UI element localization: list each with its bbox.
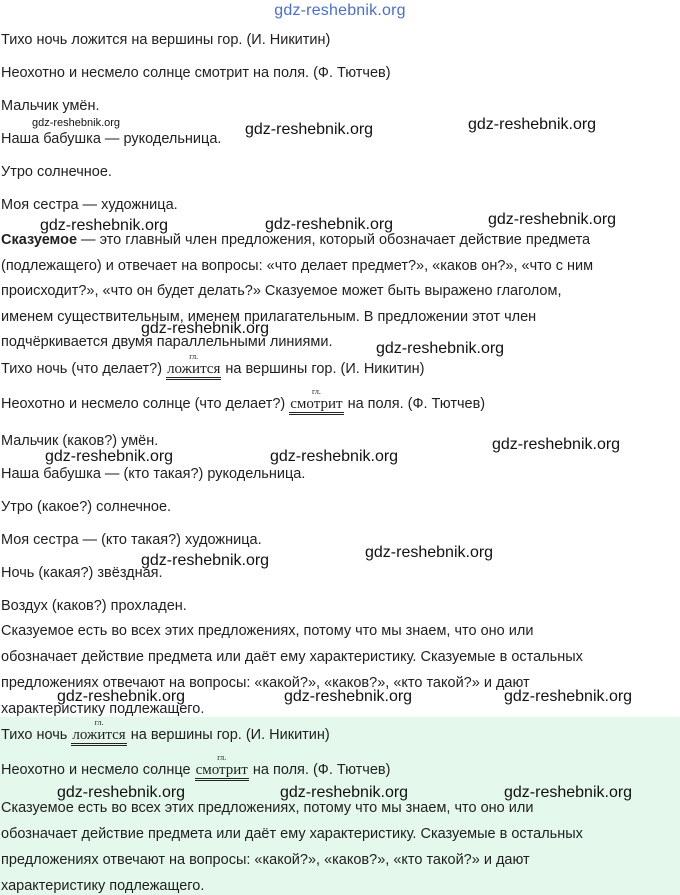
analysis-sentence-8: Воздух (каков?) прохладен. (1, 598, 187, 614)
pos-mark: гл. (311, 387, 321, 396)
pos-mark: гл. (189, 352, 199, 361)
answer-sentence-1 (1, 718, 330, 746)
watermark: gdz-reshebnik.org (488, 211, 617, 228)
task-sentence-2: Неохотно и несмело солнце смотрит на поля. (Ф. Тютчев) (1, 65, 391, 81)
watermark: gdz-reshebnik.org (365, 544, 494, 561)
answer-text: Тихо ночь (1, 727, 72, 743)
theory-line-2: (подлежащего) и отвечает на вопросы: «что делает предмет?», «каков он?», «что с ним (1, 258, 594, 274)
task-sentence-5: Утро солнечное. (1, 164, 112, 180)
analysis-sentence-1 (1, 352, 425, 380)
theory-line-4: именем существительным, именем прилагательным. В предложении этот член (1, 309, 537, 325)
watermark: gdz-reshebnik.org (504, 784, 633, 801)
watermark: gdz-reshebnik.org (141, 552, 270, 569)
predicate-word: ложится (72, 727, 126, 743)
watermark: gdz-reshebnik.org (280, 784, 409, 801)
watermark: gdz-reshebnik.org (504, 688, 633, 705)
task-sentence-6: Моя сестра — художница. (1, 197, 178, 213)
watermark: gdz-reshebnik.org (245, 121, 374, 138)
watermark: gdz-reshebnik.org (57, 688, 186, 705)
conclusion-line-2: обозначает действие предмета или даёт ему характеристику. Сказуемые в остальных (1, 649, 583, 665)
watermark: gdz-reshebnik.org (468, 116, 597, 133)
answer-conclusion-line-2: обозначает действие предмета или даёт ему характеристику. Сказуемые в остальных (1, 826, 583, 842)
task-sentence-1: Тихо ночь ложится на вершины гор. (И. Никитин) (1, 32, 331, 48)
watermark: gdz-reshebnik.org (40, 217, 169, 234)
theory-definition-start: — это главный член предложения, который обозначает действие предмета (77, 232, 591, 248)
analysis-sentence-4: Наша бабушка — (кто такая?) рукодельница. (1, 466, 306, 482)
theory-term: Сказуемое (1, 232, 78, 248)
watermark: gdz-reshebnik.org (284, 688, 413, 705)
conclusion-line-3: предложениях отвечают на вопросы: «какой?», «каков?», «кто такой?» и дают (1, 675, 530, 691)
watermark: gdz-reshebnik.org (270, 448, 399, 465)
pos-mark: гл. (94, 718, 104, 727)
task-sentence-4: Наша бабушка — рукодельница. (1, 131, 222, 147)
answer-conclusion-line-3: предложениях отвечают на вопросы: «какой?», «каков?», «кто такой?» и дают (1, 852, 530, 868)
analysis-text: Тихо ночь (что делает?) (1, 361, 167, 377)
analysis-sentence-7: Ночь (какая?) звёздная. (1, 565, 163, 581)
analysis-sentence-3: Мальчик (каков?) умён. (1, 433, 159, 449)
answer-sentence-2 (1, 753, 391, 781)
predicate-word: смотрит (195, 762, 248, 778)
conclusion-line-4: характеристику подлежащего. (1, 701, 205, 717)
conclusion-line-1: Сказуемое есть во всех этих предложениях, потому что мы знаем, что оно или (1, 623, 534, 639)
watermark: gdz-reshebnik.org (376, 340, 505, 357)
answer-conclusion-line-4: характеристику подлежащего. (1, 878, 205, 894)
theory-line-5: подчёркивается двумя параллельными линиями. (1, 334, 333, 350)
answer-text: на вершины гор. (И. Никитин) (126, 727, 330, 743)
answer-text: Неохотно и несмело солнце (1, 762, 195, 778)
analysis-text: Неохотно и несмело солнце (что делает?) (1, 396, 290, 412)
predicate-underlined (195, 753, 249, 781)
answer-text: на поля. (Ф. Тютчев) (248, 762, 391, 778)
header-watermark: gdz-reshebnik.org (274, 2, 406, 19)
predicate-underlined (289, 387, 343, 415)
analysis-sentence-5: Утро (какое?) солнечное. (1, 499, 172, 515)
analysis-sentence-6: Моя сестра — (кто такая?) художница. (1, 532, 262, 548)
watermark: gdz-reshebnik.org (57, 784, 186, 801)
pos-mark: гл. (217, 753, 227, 762)
predicate-underlined (166, 352, 221, 380)
analysis-text: на вершины гор. (И. Никитин) (221, 361, 425, 377)
predicate-underlined (71, 718, 126, 746)
answer-conclusion-line-1: Сказуемое есть во всех этих предложениях, потому что мы знаем, что оно или (1, 800, 534, 816)
analysis-text: на поля. (Ф. Тютчев) (343, 396, 486, 412)
watermark: gdz-reshebnik.org (141, 320, 270, 337)
watermark: gdz-reshebnik.org (492, 436, 621, 453)
theory-line-3: происходит?», «что он будет делать?» Сказуемое может быть выражено глаголом, (1, 283, 562, 299)
task-sentence-3: Мальчик умён. (1, 98, 100, 114)
predicate-word: ложится (167, 361, 221, 377)
analysis-sentence-2 (1, 387, 486, 415)
watermark: gdz-reshebnik.org (265, 216, 394, 233)
predicate-word: смотрит (290, 396, 343, 412)
watermark: gdz-reshebnik.org (32, 117, 121, 129)
watermark: gdz-reshebnik.org (45, 448, 174, 465)
